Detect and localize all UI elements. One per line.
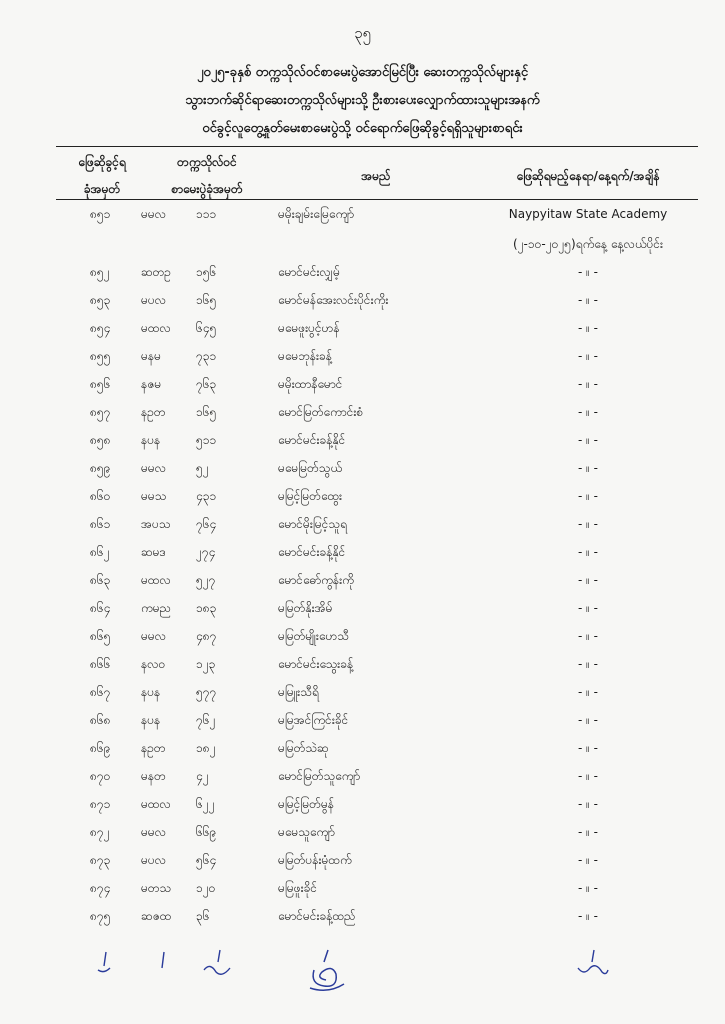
row-name: မမေမြတ်သွယ် — [278, 461, 343, 475]
table-row — [0, 706, 725, 734]
first-row-date: (၂-၁၀-၂၀၂၅)ရက်နေ့ နေ့လယ်ပိုင်း — [512, 237, 664, 251]
row-exam-number: ၁၂၃ — [196, 657, 216, 671]
row-code: နလဝ — [141, 657, 166, 671]
row-code: မထလ — [141, 321, 171, 335]
row-exam-number: ၆၆၉ — [196, 825, 217, 839]
row-exam-number: ၁၈၃ — [196, 601, 217, 615]
table-row — [0, 874, 725, 902]
row-place: - ။ - — [578, 713, 598, 727]
header-serial-2: ခုံအမှတ် — [83, 182, 121, 196]
header-exam-1: တက္ကသိုလ်ဝင် — [177, 155, 237, 169]
row-name: မမေဘုန်းခန့် — [278, 349, 332, 363]
row-name: မောင်ဓော်ကွန်းကို — [278, 573, 354, 587]
row-place: - ။ - — [578, 377, 598, 391]
row-exam-number: ၁၆၅ — [196, 293, 217, 307]
row-name: မမေဖူးပွင့်ဟန် — [278, 321, 340, 335]
header-place: ဖြေဆိုရမည့်နေရာ/နေ့ရက်/အချိန် — [516, 169, 660, 183]
row-serial: ၈၅၂ — [90, 265, 110, 279]
row-code: နပန — [141, 433, 161, 447]
row-place: - ။ - — [578, 769, 598, 783]
row-exam-number: ၄၂ — [196, 769, 209, 783]
table-row — [0, 734, 725, 762]
row-exam-number: ၄၃၁ — [196, 489, 217, 503]
signature-mark-3 — [200, 948, 236, 982]
table-row — [0, 258, 725, 286]
table-row — [0, 538, 725, 566]
title-line-3: ဝင်ခွင့်လူတွေ့နှုတ်မေးစာမေးပွဲသို့ ဝင်ရောက်ဖြေဆိုခွင့်ရရှိသူများစာရင်း — [202, 121, 523, 136]
row-code: နဇမ — [141, 377, 162, 391]
row-exam-number: ၄၈၇ — [196, 629, 217, 643]
row-serial: ၈၇၅ — [90, 909, 111, 923]
table-row — [0, 650, 725, 678]
row-serial: ၈၇၃ — [90, 853, 111, 867]
row-code: မနတ — [141, 769, 166, 783]
row-serial: ၈၇၀ — [90, 769, 111, 783]
table-row — [0, 846, 725, 874]
row-exam-number: ၇၆၃ — [196, 377, 217, 391]
row-place: - ။ - — [578, 489, 598, 503]
row-exam-number: ၁၁၁ — [196, 207, 217, 221]
row-name: မောင်မြတ်ကောင်းစံ — [278, 405, 364, 419]
row-serial: ၈၆၉ — [90, 741, 111, 755]
table-row — [0, 566, 725, 594]
row-name: မမြင့်မြတ်ထွေး — [278, 489, 343, 503]
row-code: အပသ — [141, 517, 171, 531]
row-place: - ။ - — [578, 741, 598, 755]
row-name: မမေသူကျော် — [278, 825, 335, 839]
table-row — [0, 426, 725, 454]
table-row — [0, 342, 725, 370]
row-name: မမိုးချမ်းမြေကျော် — [278, 207, 355, 221]
row-code: နဥတ — [141, 741, 166, 755]
row-code: ဆတဥ — [141, 265, 171, 279]
row-exam-number: ၅၂ — [196, 461, 209, 475]
row-code: နဥတ — [141, 405, 166, 419]
signatures — [0, 948, 725, 998]
row-name: မောင်မိုးမြင့်သူရ — [278, 517, 347, 531]
row-name: မမြဖူးခိုင် — [278, 881, 318, 895]
row-exam-number: ၁၈၂ — [196, 741, 216, 755]
row-code: ဆဇထ — [141, 909, 172, 923]
row-serial: ၈၆၂ — [90, 545, 110, 559]
row-code: မမလ — [141, 825, 166, 839]
row-place: - ။ - — [578, 853, 598, 867]
row-serial: ၈၅၇ — [90, 405, 111, 419]
row-code: မတသ — [141, 881, 172, 895]
table-row — [0, 622, 725, 650]
row-code: ကမည — [141, 601, 172, 615]
header-serial-1: ဖြေဆိုခွင့်ရ — [78, 155, 126, 169]
table-row — [0, 762, 725, 790]
row-place: - ။ - — [578, 405, 598, 419]
row-place: - ။ - — [578, 461, 598, 475]
table-row — [0, 482, 725, 510]
row-serial: ၈၅၁ — [90, 207, 111, 221]
row-name: မောင်မင်းခန့်ထည် — [278, 909, 356, 923]
row-serial: ၈၇၁ — [90, 797, 111, 811]
row-serial: ၈၆၈ — [90, 713, 111, 727]
row-exam-number: ၅၂၇ — [196, 573, 216, 587]
row-place: - ။ - — [578, 601, 598, 615]
row-code: နပန — [141, 713, 161, 727]
row-name: မောင်မင်းခန့်နိုင် — [278, 433, 346, 447]
row-serial: ၈၅၄ — [90, 321, 111, 335]
table-row — [0, 790, 725, 818]
row-place: - ။ - — [578, 545, 598, 559]
row-place: - ။ - — [578, 573, 598, 587]
row-name: မောင်မန်အေးလင်းပိုင်းကိုး — [278, 293, 389, 307]
row-exam-number: ၆၂၂ — [196, 797, 215, 811]
table-row — [0, 510, 725, 538]
header-exam-2: စာမေးပွဲခုံအမှတ် — [171, 182, 243, 196]
row-name: မမြတ်ပန်းမုံထက် — [278, 853, 352, 867]
row-serial: ၈၅၈ — [90, 433, 111, 447]
table-row — [0, 398, 725, 426]
row-exam-number: ၅၇၇ — [196, 685, 217, 699]
row-serial: ၈၇၂ — [90, 825, 110, 839]
table-row — [0, 594, 725, 622]
row-serial: ၈၇၄ — [90, 881, 111, 895]
row-exam-number: ၇၆၂ — [196, 713, 216, 727]
page-number: ၃၅ — [354, 24, 371, 42]
row-place: - ။ - — [578, 433, 598, 447]
row-serial: ၈၆၇ — [90, 685, 111, 699]
row-code: မပလ — [141, 293, 166, 307]
row-name: မမြတ်နိုးအိမ် — [278, 601, 333, 615]
row-exam-number: ၅၁၁ — [196, 433, 217, 447]
row-exam-number: ၁၆၅ — [196, 405, 217, 419]
row-name: မမြတ်မျိုးဟေသီ — [278, 629, 349, 643]
row-name: မမြူးသီရိ — [278, 685, 319, 699]
row-serial: ၈၅၃ — [90, 293, 111, 307]
row-place: - ။ - — [578, 265, 598, 279]
row-serial: ၈၅၉ — [90, 461, 111, 475]
row-exam-number: ၃၆ — [196, 909, 210, 923]
row-place: - ။ - — [578, 657, 598, 671]
row-code: မမလ — [141, 207, 166, 221]
signature-mark-5 — [572, 948, 612, 980]
row-code: မထလ — [141, 797, 171, 811]
table-row — [0, 818, 725, 846]
row-exam-number: ၅၆၄ — [196, 853, 217, 867]
table-row — [0, 454, 725, 482]
row-name: မမြအင်ကြင်းခိုင် — [278, 713, 349, 727]
row-name: မောင်မင်းလျှမ့် — [278, 265, 340, 279]
signature-mark-1 — [92, 948, 122, 978]
row-serial: ၈၅၅ — [90, 349, 111, 363]
signature-mark-2 — [154, 948, 174, 978]
row-code: မမလ — [141, 461, 166, 475]
title-line-1: ၂၀၂၅-ခုနှစ် တက္ကသိုလ်ဝင်စာမေးပွဲအောင်မြင်ပြီး ဆေးတက္ကသိုလ်များနှင့် — [196, 65, 529, 80]
row-name: မောင်မြတ်သူကျော် — [278, 769, 361, 783]
row-name: မမြင့်မြတ်မွန် — [278, 797, 335, 811]
row-name: မမြတ်သဲဆု — [278, 741, 329, 755]
row-exam-number: ၁၅၆ — [196, 265, 217, 279]
table-row — [0, 200, 725, 228]
row-place: - ။ - — [578, 349, 598, 363]
row-serial: ၈၆၅ — [90, 629, 111, 643]
row-code: မနမ — [141, 349, 161, 363]
row-name: မောင်မင်းသွေးခန့် — [278, 657, 354, 671]
row-serial: ၈၅၆ — [90, 377, 111, 391]
signature-mark-4 — [300, 948, 356, 996]
row-place: - ။ - — [578, 629, 598, 643]
row-serial: ၈၆၀ — [90, 489, 111, 503]
row-place: - ။ - — [578, 881, 598, 895]
table-row — [0, 370, 725, 398]
row-serial: ၈၆၆ — [90, 657, 111, 671]
row-place: Naypyitaw State Academy — [508, 207, 668, 221]
row-place: - ။ - — [578, 909, 598, 923]
row-name: မမိုးထာနီမောင် — [278, 377, 343, 391]
row-exam-number: ၇၃၁ — [196, 349, 217, 363]
row-exam-number: ၂၇၄ — [196, 545, 216, 559]
row-code: မမလ — [141, 629, 166, 643]
row-code: နပန — [141, 685, 161, 699]
row-place: - ။ - — [578, 517, 598, 531]
table-row — [0, 286, 725, 314]
row-place: - ။ - — [578, 825, 598, 839]
row-code: မပလ — [141, 853, 166, 867]
row-exam-number: ၇၆၄ — [196, 517, 217, 531]
row-serial: ၈၆၄ — [90, 601, 111, 615]
title-line-2: သွားဘက်ဆိုင်ရာဆေးတက္ကသိုလ်များသို့ ဦးစားပေးလျှောက်ထားသူများအနက် — [185, 93, 540, 108]
row-place: - ။ - — [578, 321, 598, 335]
row-serial: ၈၆၃ — [90, 573, 111, 587]
table-row — [0, 902, 725, 930]
header-name: အမည် — [361, 169, 391, 183]
row-exam-number: ၁၂၀ — [196, 881, 216, 895]
table-top-rule — [56, 146, 698, 147]
row-code: မထလ — [141, 573, 171, 587]
row-place: - ။ - — [578, 293, 598, 307]
row-place: - ။ - — [578, 797, 598, 811]
row-place: - ။ - — [578, 685, 598, 699]
row-code: မမသ — [141, 489, 167, 503]
row-name: မောင်မင်းခန့်နိုင် — [278, 545, 346, 559]
table-row — [0, 314, 725, 342]
row-code: ဆမဒ — [141, 545, 166, 559]
table-row — [0, 678, 725, 706]
row-serial: ၈၆၁ — [90, 517, 111, 531]
row-exam-number: ၆၄၅ — [196, 321, 217, 335]
